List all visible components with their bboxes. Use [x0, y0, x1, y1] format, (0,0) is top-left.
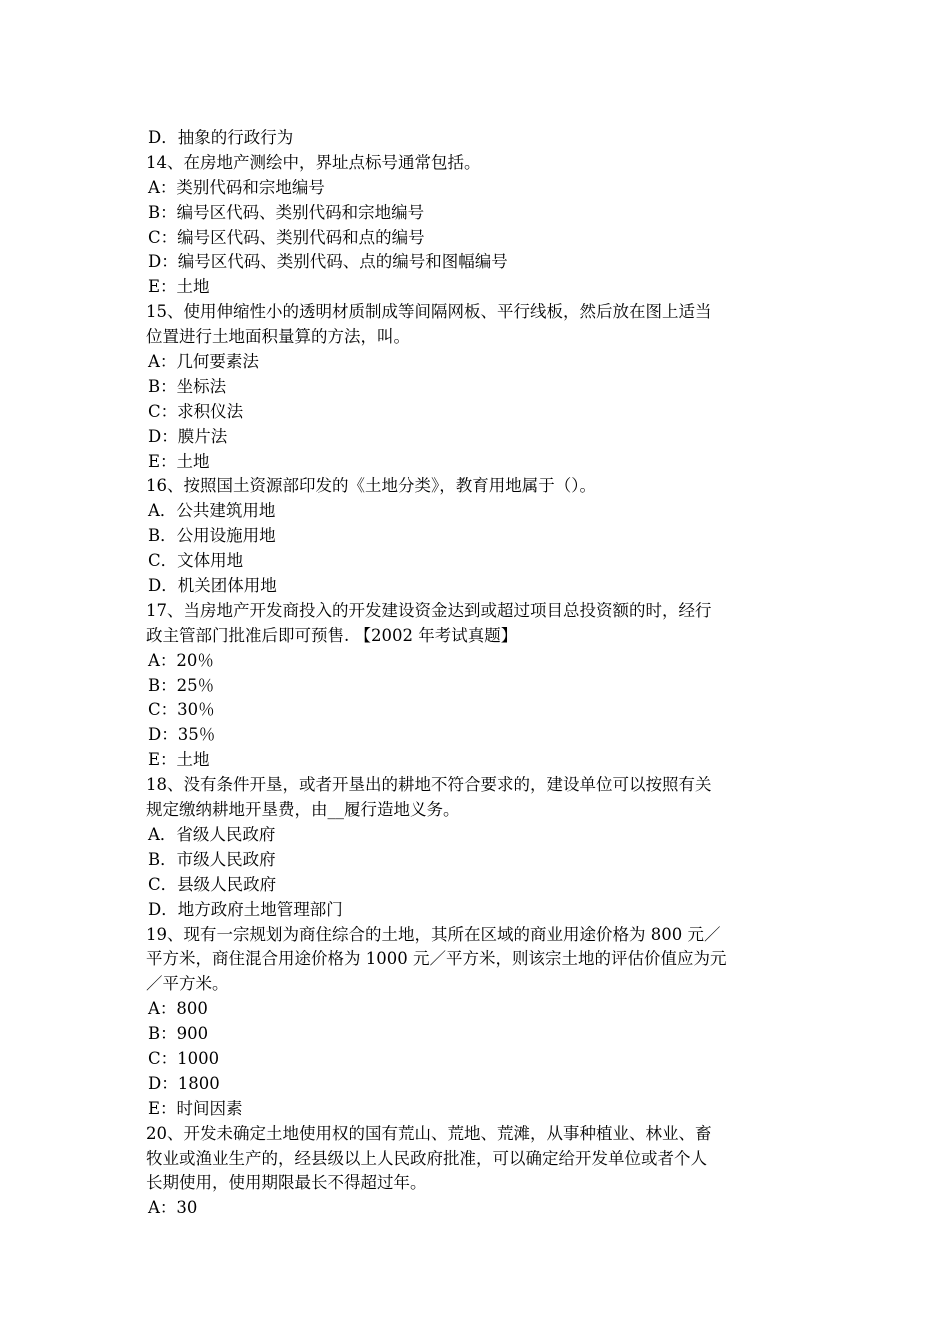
- option-line: B．公用设施用地: [148, 526, 276, 546]
- option-line: D．地方政府土地管理部门: [148, 899, 343, 919]
- option-line: B：编号区代码、类别代码和宗地编号: [148, 202, 425, 222]
- option-line: E：土地: [148, 750, 210, 770]
- option-line: E：时间因素: [148, 1098, 243, 1118]
- option-line: A．省级人民政府: [148, 824, 276, 844]
- question-line: 牧业或渔业生产的，经县级以上人民政府批准，可以确定给开发单位或者个人: [146, 1148, 707, 1168]
- option-line: D：编号区代码、类别代码、点的编号和图幅编号: [148, 252, 508, 272]
- question-line: 18、没有条件开垦，或者开垦出的耕地不符合要求的，建设单位可以按照有关: [146, 775, 712, 795]
- question-line: 长期使用，使用期限最长不得超过年。: [146, 1173, 427, 1193]
- option-line: D．抽象的行政行为: [148, 128, 294, 147]
- option-line: C：1000: [148, 1048, 220, 1068]
- question-line: 位置进行土地面积量算的方法，叫。: [146, 327, 410, 347]
- option-line: D：1800: [148, 1073, 220, 1093]
- question-line: 规定缴纳耕地开垦费，由__履行造地义务。: [146, 800, 460, 820]
- option-line: D：35％: [148, 725, 216, 745]
- option-line: A：类别代码和宗地编号: [148, 177, 325, 197]
- option-line: B：25％: [148, 675, 215, 695]
- option-line: A．公共建筑用地: [148, 501, 276, 521]
- document-body: [146, 126, 810, 1221]
- option-line: C：求积仪法: [148, 401, 244, 421]
- question-line: 20、开发未确定土地使用权的国有荒山、荒地、荒滩，从事种植业、林业、畜: [146, 1123, 712, 1143]
- option-line: C：30％: [148, 700, 215, 720]
- question-line: 平方米，商住混合用途价格为 1000 元／平方米，则该宗土地的评估价值应为元: [146, 949, 727, 969]
- question-line: 14、在房地产测绘中，界址点标号通常包括。: [146, 152, 481, 172]
- question-line: 16、按照国土资源部印发的《土地分类》，教育用地属于（）。: [146, 476, 596, 496]
- option-line: A：800: [148, 999, 208, 1019]
- option-line: B：坐标法: [148, 376, 227, 396]
- option-line: A：30: [148, 1198, 198, 1218]
- option-line: C：编号区代码、类别代码和点的编号: [148, 227, 425, 247]
- option-line: E：土地: [148, 277, 210, 297]
- option-line: A：几何要素法: [148, 352, 259, 372]
- option-line: D．机关团体用地: [148, 576, 277, 596]
- option-line: B．市级人民政府: [148, 849, 276, 869]
- question-line: ／平方米。: [146, 974, 229, 994]
- option-line: A：20％: [148, 650, 214, 670]
- option-line: C．文体用地: [148, 551, 244, 571]
- option-line: D：膜片法: [148, 426, 228, 446]
- option-line: B：900: [148, 1024, 209, 1044]
- question-line: 15、使用伸缩性小的透明材质制成等间隔网板、平行线板，然后放在图上适当: [146, 302, 712, 322]
- question-line: 19、现有一宗规划为商住综合的土地，其所在区域的商业用途价格为 800 元／: [146, 924, 721, 944]
- option-line: E：土地: [148, 451, 210, 471]
- option-line: C．县级人民政府: [148, 874, 277, 894]
- question-line: 政主管部门批准后即可预售. 【2002 年考试真题】: [146, 625, 518, 645]
- question-line: 17、当房地产开发商投入的开发建设资金达到或超过项目总投资额的时，经行: [146, 600, 712, 620]
